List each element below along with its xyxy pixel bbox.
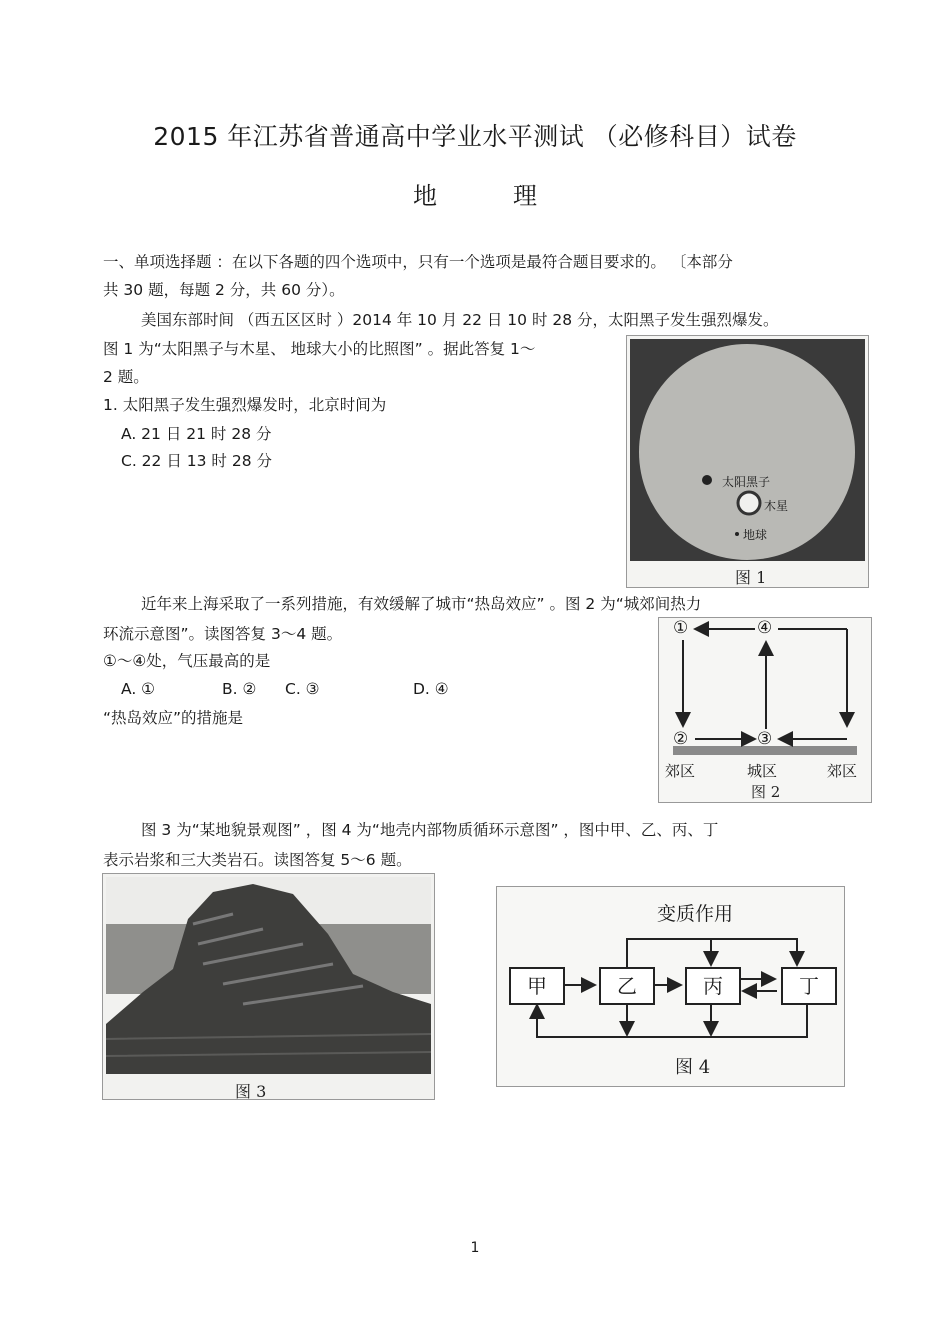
fig2-node-1: ① bbox=[673, 618, 689, 638]
fig4-node-ding: 丁 bbox=[781, 967, 837, 1005]
q1-stem-line2: 图 1 为“太阳黑子与木星、 地球大小的比照图” 。据此答复 1～ bbox=[103, 340, 536, 358]
subject-part2: 理 bbox=[513, 182, 537, 210]
q1-option-a: A. 21 日 21 时 28 分 bbox=[121, 425, 272, 443]
fig2-node-2: ② bbox=[673, 729, 689, 749]
fig4-top-label: 变质作用 bbox=[657, 903, 734, 925]
q5-stem-line1: 图 3 为“某地貌景观图” ，图 4 为“地壳内部物质循环示意图” ，图中甲、乙、丙、丁 bbox=[141, 821, 719, 839]
earth-marker bbox=[735, 532, 739, 536]
q3-stem-line2: 环流示意图”。读图答复 3～4 题。 bbox=[103, 625, 343, 643]
subject-part1: 地 bbox=[413, 182, 437, 210]
figure-4 bbox=[496, 886, 845, 1087]
fig2-node-4: ④ bbox=[757, 618, 773, 638]
figure-1 bbox=[626, 335, 869, 588]
figure-1-caption: 图 1 bbox=[735, 568, 767, 587]
question-3: ①～④处，气压最高的是 bbox=[103, 652, 271, 670]
figure-4-caption: 图 4 bbox=[675, 1057, 711, 1078]
figure-3-caption: 图 3 bbox=[235, 1082, 267, 1101]
fig2-node-3: ③ bbox=[757, 729, 773, 749]
label-sunspot: 太阳黑子 bbox=[722, 475, 771, 489]
fig4-node-yi: 乙 bbox=[599, 967, 655, 1005]
figure-3-photo bbox=[103, 874, 434, 1074]
fig4-node-jia: 甲 bbox=[509, 967, 565, 1005]
label-earth: 地球 bbox=[743, 528, 768, 542]
page-number: 1 bbox=[470, 1240, 480, 1256]
question-1: 1. 太阳黑子发生强烈爆发时，北京时间为 bbox=[103, 396, 387, 414]
fig4-node-bing: 丙 bbox=[685, 967, 741, 1005]
figure-2-caption: 图 2 bbox=[751, 783, 781, 801]
sunspot-marker bbox=[702, 475, 712, 485]
section-intro-line1: 一、单项选择题 ：在以下各题的四个选项中，只有一个选项是最符合题目要求的。 〔本部分 bbox=[103, 253, 733, 271]
q3-option-a: A. ① bbox=[121, 680, 156, 698]
figure-3 bbox=[102, 873, 435, 1100]
subject-heading bbox=[0, 176, 950, 211]
jupiter-marker bbox=[738, 492, 760, 514]
label-jupiter: 木星 bbox=[764, 499, 789, 513]
question-4: “热岛效应”的措施是 bbox=[103, 709, 244, 727]
q3-stem-line1: 近年来上海采取了一系列措施，有效缓解了城市“热岛效应” 。图 2 为“城郊间热力 bbox=[141, 595, 702, 613]
q3-option-b: B. ② bbox=[222, 680, 257, 698]
q5-stem-line2: 表示岩浆和三大类岩石。读图答复 5～6 题。 bbox=[103, 851, 412, 869]
q1-option-c: C. 22 日 13 时 28 分 bbox=[121, 452, 272, 470]
page-title: 2015 年江苏省普通高中学业水平测试 （必修科目）试卷 bbox=[153, 122, 797, 151]
figure-2 bbox=[658, 617, 872, 803]
fig2-label-left: 郊区 bbox=[665, 762, 696, 780]
q3-option-d: D. ④ bbox=[413, 680, 449, 698]
q1-stem-line1: 美国东部时间 （西五区区时 ）2014 年 10 月 22 日 10 时 28 分，太阳黑子发生强烈爆发。 bbox=[141, 311, 779, 329]
q3-option-c: C. ③ bbox=[285, 680, 320, 698]
q1-stem-line3: 2 题。 bbox=[103, 368, 149, 386]
section-intro-line2: 共 30 题，每题 2 分，共 60 分）。 bbox=[103, 281, 345, 299]
figure-1-graphic bbox=[627, 336, 868, 587]
fig2-label-center: 城区 bbox=[747, 762, 778, 780]
fig2-label-right: 郊区 bbox=[827, 762, 858, 780]
